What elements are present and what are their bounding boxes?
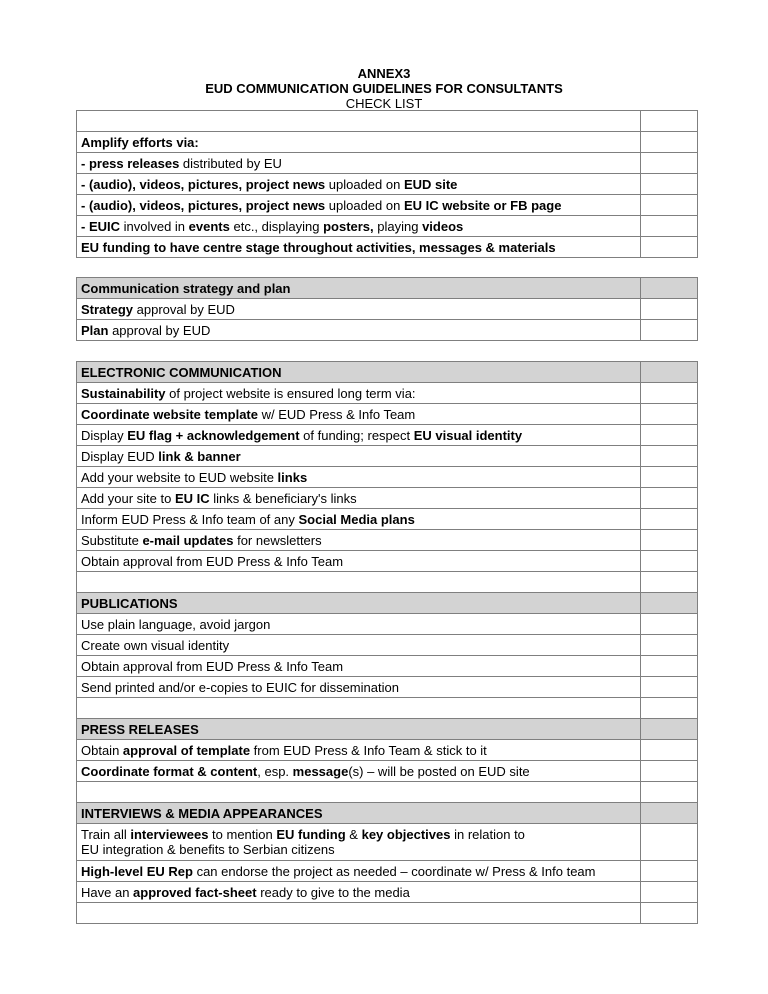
item-text: of funding; respect [299,427,414,443]
item-text: Send printed and/or e-copies to EUIC for dissemination [81,679,399,695]
item-text: approval of template [122,742,251,758]
item-text: w/ EUD Press & Info Team [257,406,416,422]
document-title: EUD COMMUNICATION GUIDELINES FOR CONSULTANTS [205,81,563,96]
checkbox-cell [641,362,698,383]
item-text: EU funding [276,827,346,842]
checklist-row [77,237,698,258]
item-text: Coordinate website template [81,406,258,422]
item-text-cell [77,153,641,174]
checkbox-cell [641,782,698,803]
amplify-efforts-table [76,110,698,258]
section-title-cell [77,362,641,383]
blank-row [77,903,698,924]
item-text-cell [77,299,641,320]
item-text: (s) – will be posted on EUD site [348,763,530,779]
item-text: EU integration & benefits to Serbian citizens [81,842,335,857]
item-text-cell [77,404,641,425]
checkbox-cell[interactable] [641,299,698,320]
checklist-row [77,509,698,530]
checkbox-cell[interactable] [641,446,698,467]
section-header-row [77,593,698,614]
checklist-row [77,530,698,551]
checklist-sections-table [76,361,698,924]
item-text: Obtain [81,742,123,758]
item-text: ready to give to the media [256,884,410,900]
checklist-row [77,761,698,782]
item-text: approval by EUD [108,322,211,338]
item-text: ELECTRONIC COMMUNICATION [81,364,282,380]
checklist-row [77,404,698,425]
item-text-cell [77,174,641,195]
item-text: Inform EUD Press & Info team of any [81,511,299,527]
checklist-row [77,861,698,882]
item-text: uploaded on [325,197,404,213]
item-text: Communication strategy and plan [81,280,291,296]
checklist-row [77,132,698,153]
item-text: Train all [81,827,131,842]
checkbox-cell[interactable] [641,740,698,761]
item-text: from EUD Press & Info Team & stick to it [250,742,487,758]
document-subtitle: CHECK LIST [345,96,423,111]
section-title-cell [77,278,641,299]
item-text: uploaded on [325,176,404,192]
item-text: EU funding to have centre stage throughout activities, messages & materials [81,239,556,255]
section-header-row [77,719,698,740]
item-text-cell [77,320,641,341]
section-header-row [77,803,698,824]
item-text: EU IC website or FB page [403,197,562,213]
checkbox-cell[interactable] [641,132,698,153]
item-text: Sustainability [81,385,166,401]
item-text: EU IC [174,490,210,506]
item-text: INTERVIEWS & MEDIA APPEARANCES [81,805,323,821]
checkbox-cell[interactable] [641,824,698,861]
checkbox-cell[interactable] [641,530,698,551]
item-text-cell [77,677,641,698]
checkbox-cell[interactable] [641,551,698,572]
checklist-row [77,320,698,341]
item-text: posters, [323,218,374,234]
checkbox-cell [641,719,698,740]
blank-row [77,782,698,803]
item-text: approval by EUD [133,301,235,317]
checklist-row [77,383,698,404]
item-text: Have an [81,884,134,900]
checklist-row [77,882,698,903]
item-text-cell [77,509,641,530]
blank-row [77,111,698,132]
item-text: approved fact-sheet [133,884,257,900]
item-text-cell [77,383,641,404]
checklist-row [77,153,698,174]
blank-row [77,698,698,719]
item-text: Use plain language, avoid jargon [81,616,271,632]
item-text: videos [422,218,464,234]
item-text: Obtain approval from EUD Press & Info Team [81,658,344,674]
annex-label: ANNEX3 [357,66,411,81]
item-text-cell [77,572,641,593]
checklist-row [77,195,698,216]
checkbox-cell[interactable] [641,861,698,882]
item-text: in relation to [450,827,525,842]
checklist-row [77,467,698,488]
item-text: Display EUD [81,448,159,464]
item-text: key objectives [361,827,451,842]
checkbox-cell [641,572,698,593]
checkbox-cell [641,803,698,824]
item-text: Substitute [81,532,143,548]
item-text-cell [77,824,641,861]
checkbox-cell [641,111,698,132]
item-text-cell [77,903,641,924]
checklist-row [77,614,698,635]
checkbox-cell[interactable] [641,195,698,216]
item-text-cell [77,698,641,719]
checkbox-cell[interactable] [641,237,698,258]
item-text: distributed by EU [179,155,282,171]
checklist-row [77,488,698,509]
item-text-cell [77,446,641,467]
item-text-cell [77,530,641,551]
checklist-row [77,740,698,761]
item-text: Display [81,427,128,443]
item-text-cell [77,740,641,761]
item-text: involved in [120,218,189,234]
checklist-row [77,446,698,467]
item-text: Create own visual identity [81,637,230,653]
section-header-row [77,362,698,383]
item-text-cell [77,467,641,488]
section-title-cell [77,593,641,614]
item-text: events [188,218,230,234]
item-text-cell [77,216,641,237]
checkbox-cell[interactable] [641,383,698,404]
item-text-cell [77,882,641,903]
item-text-cell [77,488,641,509]
checkbox-cell [641,278,698,299]
item-text: - press releases [81,155,180,171]
checkbox-cell[interactable] [641,467,698,488]
item-text-cell [77,782,641,803]
item-text: Social Media plans [298,511,415,527]
checklist-row [77,216,698,237]
item-text: - EUIC [81,218,120,234]
section-title-cell [77,803,641,824]
item-text: - (audio), videos, pictures, project news [81,197,326,213]
checkbox-cell[interactable] [641,656,698,677]
item-text-cell [77,614,641,635]
item-text-cell [77,237,641,258]
checkbox-cell[interactable] [641,488,698,509]
item-text: to mention [208,827,277,842]
checklist-row [77,677,698,698]
item-text-cell [77,132,641,153]
item-text: e-mail updates [142,532,234,548]
checkbox-cell [641,698,698,719]
communication-strategy-table [76,277,698,341]
item-text-cell [77,425,641,446]
checklist-row [77,174,698,195]
section-header-row [77,278,698,299]
checkbox-cell[interactable] [641,174,698,195]
item-text-cell [77,195,641,216]
checkbox-cell[interactable] [641,635,698,656]
checkbox-cell[interactable] [641,153,698,174]
item-text: & [345,827,362,842]
item-text: Coordinate format & content [81,763,258,779]
item-text: Obtain approval from EUD Press & Info Team [81,553,344,569]
checkbox-cell [641,593,698,614]
item-text: EU flag + acknowledgement [127,427,300,443]
item-text: message [292,763,349,779]
item-text: can endorse the project as needed – coordinate w/ Press & Info team [192,863,596,879]
document-header [0,66,768,111]
item-text: interviewees [130,827,209,842]
item-text: Plan [81,322,109,338]
item-text: links & beneficiary's links [209,490,357,506]
item-text: Strategy [81,301,134,317]
item-text: PRESS RELEASES [81,721,199,737]
checklist-row [77,824,698,861]
blank-row [77,572,698,593]
item-text-cell [77,656,641,677]
item-text-cell [77,551,641,572]
item-text: etc., displaying [229,218,324,234]
checklist-row [77,425,698,446]
item-text-cell [77,635,641,656]
checkbox-cell[interactable] [641,761,698,782]
item-text: High-level EU Rep [81,863,193,879]
checkbox-cell[interactable] [641,677,698,698]
item-text-cell [77,761,641,782]
item-text: EU visual identity [413,427,523,443]
item-text: Add your site to [81,490,175,506]
item-text: , esp. [257,763,293,779]
item-text: playing [373,218,423,234]
checklist-row [77,635,698,656]
item-text-cell [77,861,641,882]
item-text: Amplify efforts via: [81,134,199,150]
checkbox-cell[interactable] [641,614,698,635]
checkbox-cell[interactable] [641,404,698,425]
item-text: PUBLICATIONS [81,595,178,611]
item-text-cell [77,111,641,132]
item-text: links [277,469,308,485]
item-text: EUD site [403,176,458,192]
item-text: Add your website to EUD website [81,469,278,485]
checkbox-cell[interactable] [641,425,698,446]
checkbox-cell[interactable] [641,509,698,530]
section-title-cell [77,719,641,740]
checkbox-cell[interactable] [641,320,698,341]
checklist-row [77,656,698,677]
item-text: link & banner [158,448,241,464]
item-text: - (audio), videos, pictures, project news [81,176,326,192]
item-text: of project website is ensured long term via: [165,385,416,401]
checkbox-cell[interactable] [641,882,698,903]
checkbox-cell [641,903,698,924]
checkbox-cell[interactable] [641,216,698,237]
item-text: for newsletters [233,532,322,548]
checklist-row [77,299,698,320]
checklist-row [77,551,698,572]
